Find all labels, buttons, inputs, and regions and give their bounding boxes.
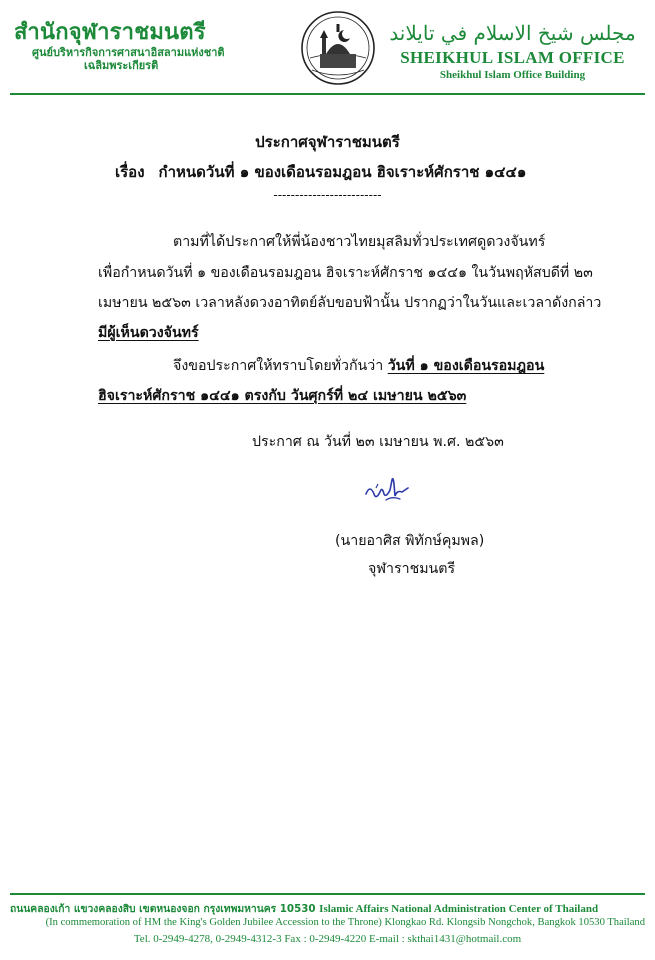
org-building-en: Sheikhul Islam Office Building bbox=[439, 69, 586, 81]
subject-text: กำหนดวันที่ ๑ ของเดือนรอมฎอน ฮิจเราะห์ศักราช ๑๔๔๑ bbox=[158, 163, 527, 181]
para1-line4: มีผู้เห็นดวงจันทร์ bbox=[98, 325, 199, 341]
footer-divider bbox=[10, 893, 645, 895]
signature-icon bbox=[362, 472, 412, 508]
signer-position: จุฬาราชมนตรี bbox=[368, 561, 456, 577]
para2-line2: ฮิจเราะห์ศักราช ๑๔๔๑ ตรงกับ วันศุกร์ที่ ๒๔ เมษายน ๒๕๖๓ bbox=[98, 388, 467, 404]
footer-address-line bbox=[10, 900, 598, 917]
para2-highlight: วันที่ ๑ ของเดือนรอมฎอน bbox=[387, 358, 545, 374]
document-subject bbox=[115, 160, 526, 184]
org-subtitle2-th: เฉลิมพระเกียรติ bbox=[84, 59, 159, 72]
separator: ------------------------- bbox=[273, 188, 382, 202]
para1-line2: เพื่อกำหนดวันที่ ๑ ของเดือนรอมฎอน ฮิจเราะห์ศักราช ๑๔๔๑ ในวันพฤหัสบดีที่ ๒๓ bbox=[98, 265, 593, 281]
org-name-th: สำนักจุฬาราชมนตรี bbox=[14, 20, 206, 45]
document-title: ประกาศจุฬาราชมนตรี bbox=[255, 133, 400, 151]
mosque-seal-icon bbox=[300, 10, 376, 86]
org-header-en bbox=[380, 18, 645, 82]
subject-label: เรื่อง bbox=[115, 163, 145, 181]
org-name-en: SHEIKHUL ISLAM OFFICE bbox=[400, 48, 625, 67]
footer-center-en: Islamic Affairs National Administration Center of Thailand bbox=[319, 903, 599, 915]
org-header-th bbox=[14, 20, 304, 72]
footer-address-th: ถนนคลองเก้า แขวงคลองสิบ เขตหนองจอก กรุงเทพมหานคร 10530 bbox=[10, 903, 316, 915]
org-name-ar: مجلس شيخ الاسلام في تايلاند bbox=[389, 21, 636, 45]
org-subtitle-th: ศูนย์บริหารกิจการศาสนาอิสลามแห่งชาติ bbox=[32, 46, 225, 59]
footer-contact: Tel. 0-2949-4278, 0-2949-4312-3 Fax : 0-2949-4220 E-mail : skthai1431@hotmail.com bbox=[133, 933, 522, 945]
para1-line3: เมษายน ๒๕๖๓ เวลาหลังดวงอาทิตย์ลับขอบฟ้านั้น ปรากฏว่าในวันและเวลาดังกล่าว bbox=[98, 295, 602, 311]
para2-prefix: จึงขอประกาศให้ทราบโดยทั่วกันว่า bbox=[173, 358, 384, 374]
footer-address-en: (In commemoration of HM the King's Golden Jubilee Accession to the Throne) Klongkao Rd. Klongsib Nongchok, Bangkok 10530 Thailand bbox=[45, 917, 645, 928]
signer-name: (นายอาศิส พิทักษ์คุมพล) bbox=[335, 533, 485, 549]
header-divider bbox=[10, 93, 645, 95]
para1-line1: ตามที่ได้ประกาศให้พี่น้องชาวไทยมุสลิมทั่วประเทศดูดวงจันทร์ bbox=[173, 234, 546, 250]
para2-line1 bbox=[173, 356, 544, 376]
announced-date: ประกาศ ณ วันที่ ๒๓ เมษายน พ.ศ. ๒๕๖๓ bbox=[252, 434, 504, 450]
